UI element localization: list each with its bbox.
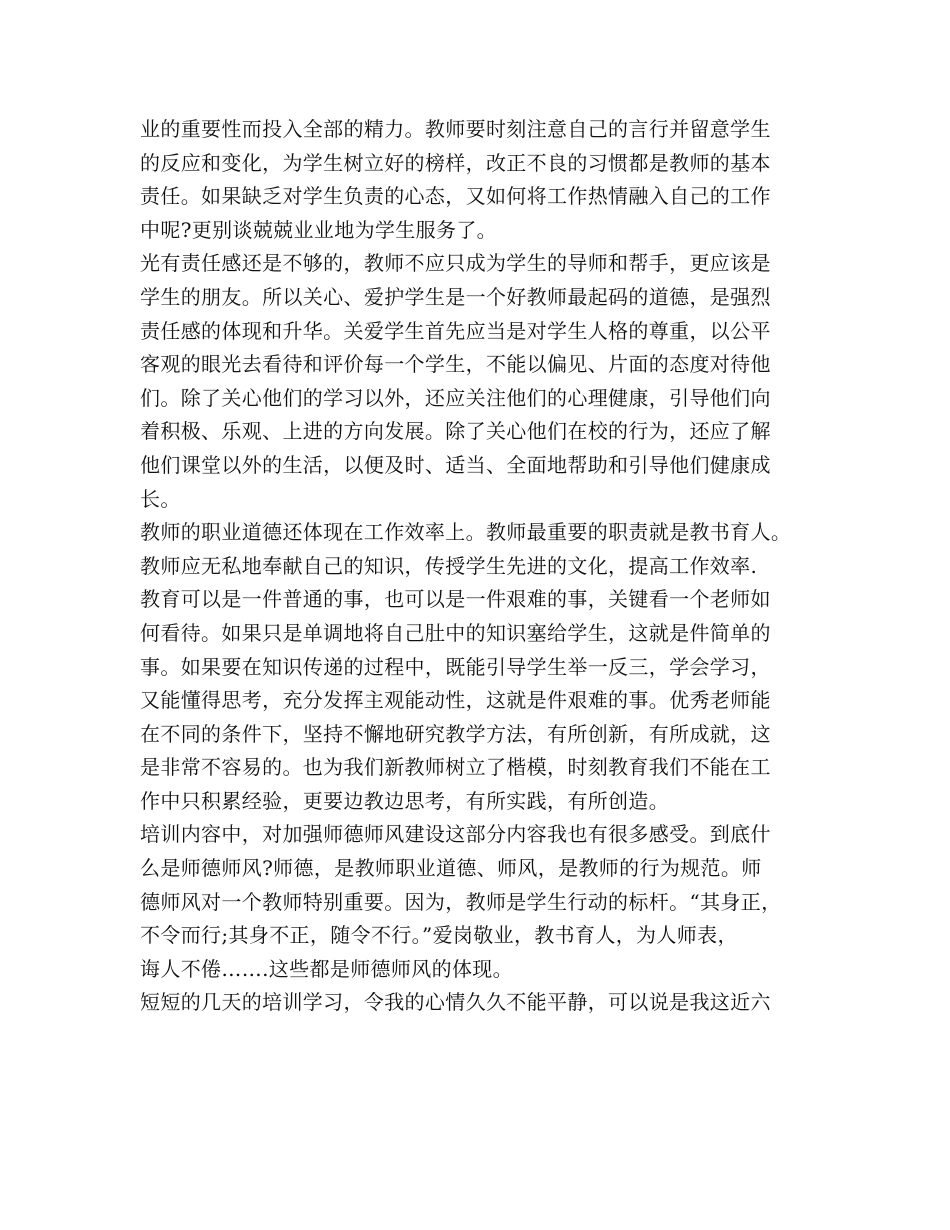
text-line: 光有责任感还是不够的，教师不应只成为学生的导师和帮手，更应该是 (140, 251, 771, 276)
text-line: 他们课堂以外的生活，以便及时、适当、全面地帮助和引导他们健康成 (140, 452, 771, 477)
text-line: 诲人不倦…….这些都是师德师风的体现。 (140, 956, 514, 981)
text-line: 作中只积累经验，更要边教边思考，有所实践，有所创造。 (140, 788, 670, 813)
text-line: 教师应无私地奉献自己的知识，传授学生先进的文化，提高工作效率. (140, 553, 758, 578)
text-line: 客观的眼光去看待和评价每一个学生，不能以偏见、片面的态度对待他 (140, 352, 771, 377)
text-line: 责任。如果缺乏对学生负责的心态，又如何将工作热情融入自己的工作 (140, 184, 771, 209)
text-line: 教师的职业道德还体现在工作效率上。教师最重要的职责就是教书育人。 (140, 520, 792, 545)
text-line: 业的重要性而投入全部的精力。教师要时刻注意自己的言行并留意学生 (140, 117, 771, 141)
document-body (140, 113, 830, 1020)
text-line: 学生的朋友。所以关心、爱护学生是一个好教师最起码的道德，是强烈 (140, 284, 771, 309)
text-line: 培训内容中，对加强师德师风建设这部分内容我也有很多感受。到底什 (140, 822, 771, 847)
text-line: 德师风对一个教师特别重要。因为，教师是学生行动的标杆。“其身正， (140, 889, 782, 914)
text-line: 是非常不容易的。也为我们新教师树立了楷模，时刻教育我们不能在工 (140, 755, 771, 780)
text-line: 事。如果要在知识传递的过程中，既能引导学生举一反三，学会学习， (140, 654, 771, 679)
text-line: 责任感的体现和升华。关爱学生首先应当是对学生人格的尊重，以公平 (140, 318, 771, 343)
text-line: 在不同的条件下，坚持不懈地研究教学方法，有所创新，有所成就，这 (140, 721, 771, 746)
text-line: 中呢?更别谈兢兢业业地为学生服务了。 (140, 217, 498, 242)
text-line: 教育可以是一件普通的事，也可以是一件艰难的事，关键看一个老师如 (140, 587, 771, 612)
text-line: 么是师德师风?师德，是教师职业道德、师风，是教师的行为规范。师 (140, 856, 762, 881)
text-line: 着积极、乐观、上进的方向发展。除了关心他们在校的行为，还应了解 (140, 419, 771, 444)
text-line: 长。 (140, 486, 181, 511)
text-line: 又能懂得思考，充分发挥主观能动性，这就是件艰难的事。优秀老师能 (140, 688, 771, 713)
text-line: 们。除了关心他们的学习以外，还应关注他们的心理健康，引导他们向 (140, 385, 771, 410)
text-line: 不令而行;其身不正，随令不行。”爱岗敬业，教书育人，为人师表， (140, 923, 738, 948)
text-line: 何看待。如果只是单调地将自己肚中的知识塞给学生，这就是件简单的 (140, 620, 771, 645)
text-line: 的反应和变化，为学生树立好的榜样，改正不良的习惯都是教师的基本 (140, 150, 771, 175)
text-line: 短短的几天的培训学习，令我的心情久久不能平静，可以说是我这近六 (140, 990, 771, 1015)
